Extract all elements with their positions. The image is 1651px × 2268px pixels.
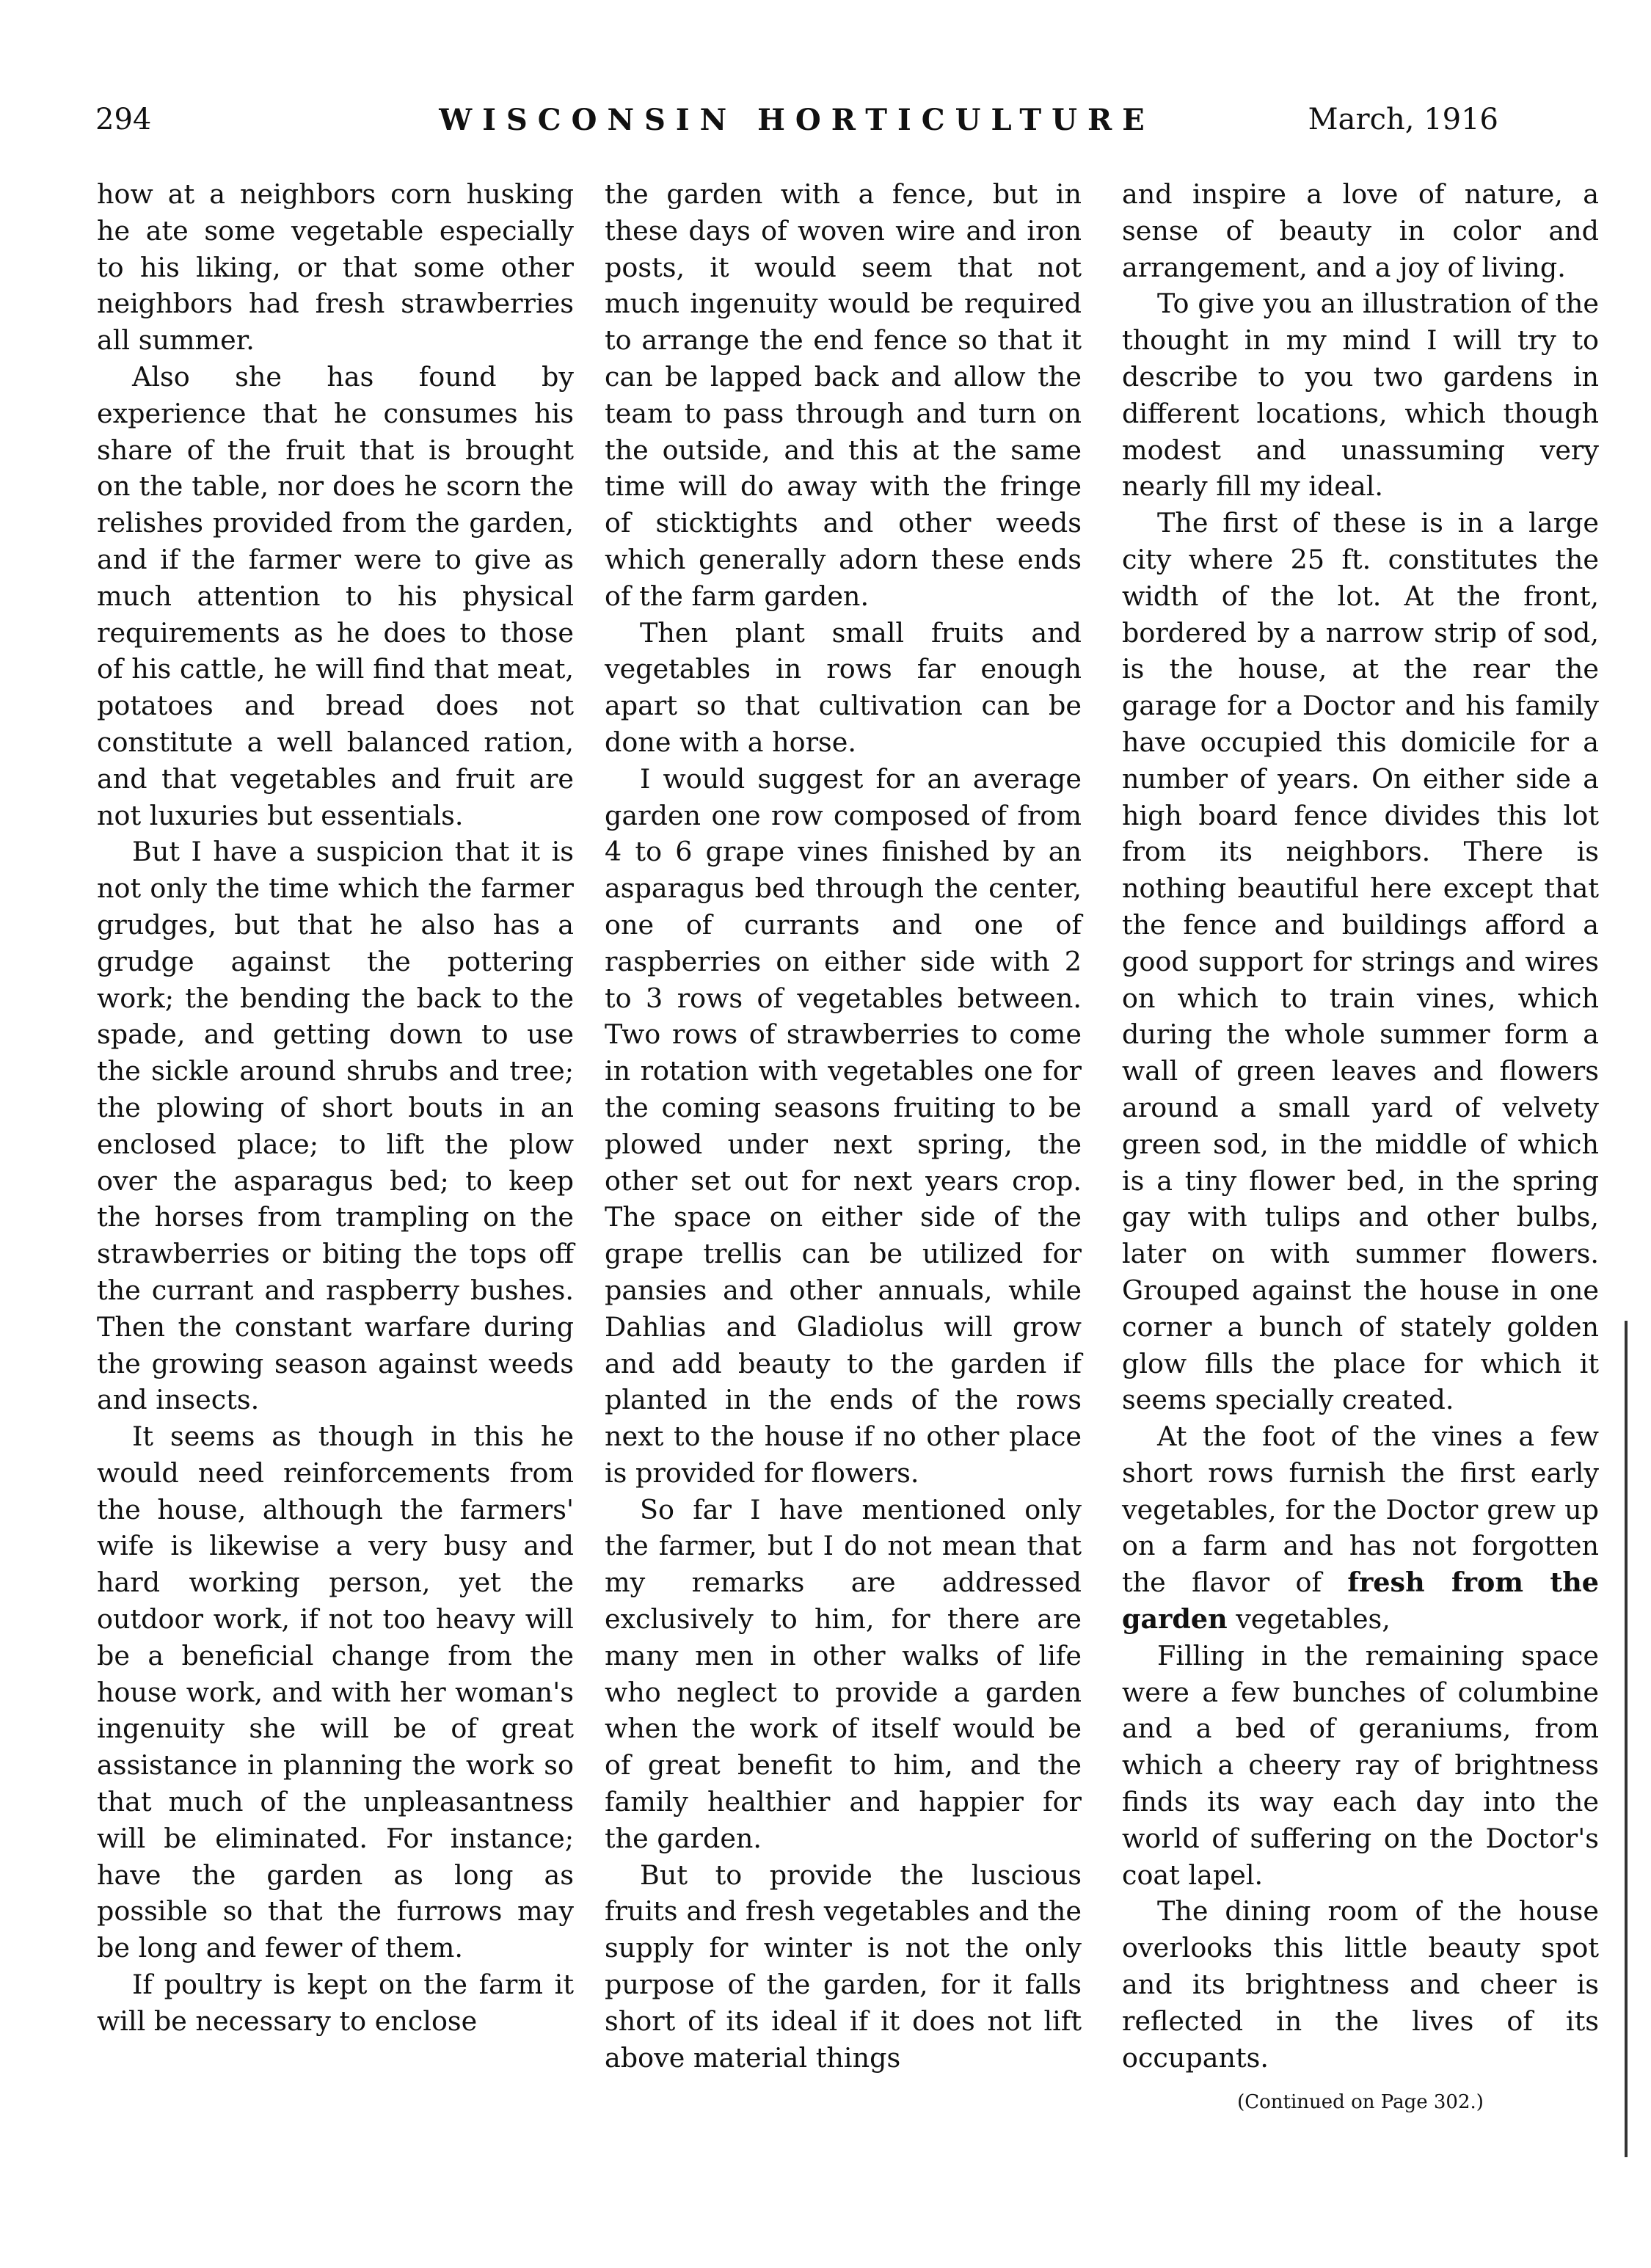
journal-title: WISCONSIN HORTICULTURE bbox=[439, 103, 1155, 137]
page-header bbox=[95, 103, 1498, 147]
paragraph: the garden with a fence, but in these days of woven wire and iron posts, it would seem that not much ingenuity would be required to arrange the end fence so that it can be lapped back and allow the team to pass through and turn on the outside, and this at the same time will do away with the fringe of sticktights and other weeds which generally adorn these ends of the farm garden. bbox=[605, 178, 1082, 612]
paragraph bbox=[1122, 1418, 1599, 1638]
paragraph: If poultry is kept on the farm it will be necessary to enclose bbox=[97, 1969, 574, 2037]
paragraph: The dining room of the house overlooks this little beauty spot and its brightness and cheer is reflected in the lives of its occupants. bbox=[1122, 1895, 1599, 2074]
paragraph: Then plant small fruits and vegetables in rows far enough apart so that cultivation can be done with a horse. bbox=[605, 616, 1082, 758]
paragraph: The first of these is in a large city where 25 ft. constitutes the width of the lot. At the front, bordered by a narrow strip of sod, is the house, at the rear the garage for a Doctor and his family have occupied this domicile for a number of years. On either side a high board fence divides this lot from its neighbors. There is nothing beautiful here except that the fence and buildings afford a good support for strings and wires on which to train vines, which during the whole summer form a wall of green leaves and flowers around a small yard of velvety green sod, in the middle of which is a tiny flower bed, in the spring gay with tulips and other bulbs, later on with summer flowers. Grouped against the house in one corner a bunch of stately golden glow fills the place for which it seems specially created. bbox=[1122, 507, 1599, 1416]
paragraph: It seems as though in this he would need reinforcements from the house, although the farmers' wife is likewise a very busy and hard working person, yet the outdoor work, if not too heavy will be a beneficial change from the house work, and with her woman's ingenuity she will be of great assistance in planning the work so that much of the unpleasantness will be eliminated. For instance; have the garden as long as possible so that the furrows may be long and fewer of them. bbox=[97, 1421, 574, 1964]
column-1 bbox=[97, 176, 574, 2040]
paragraph: how at a neighbors corn husking he ate some vegetable especially to his liking, or that some other neighbors had fresh strawberries all summer. bbox=[97, 178, 574, 357]
page-number: 294 bbox=[95, 103, 152, 136]
paragraph-text: vegetables, bbox=[1236, 1603, 1391, 1636]
paragraph: But I have a suspicion that it is not only the time which the farmer grudges, but that he also has a grudge against the pottering work; the bending the back to the spade, and getting down to use the sickle around shrubs and tree; the plowing of short bouts in an enclosed place; to lift the plow over the asparagus bed; to keep the horses from trampling on the strawberries or biting the tops off the currant and raspberry bushes. Then the constant warfare during the growing season against weeds and insects. bbox=[97, 836, 574, 1416]
paragraph: To give you an illustration of the thought in my mind I will try to describe to you two gardens in different locations, which though modest and unassuming very nearly fill my ideal. bbox=[1122, 288, 1599, 503]
paragraph: Also she has found by experience that he consumes his share of the fruit that is brought on the table, nor does he scorn the relishes provided from the garden, and if the farmer were to give as much attention to his physical requirements as he does to those of his cattle, he will find that meat, potatoes and bread does not constitute a well balanced ration, and that vegetables and fruit are not luxuries but essentials. bbox=[97, 360, 574, 831]
bold-phrase: fresh from the garden bbox=[1122, 1567, 1599, 1636]
continued-note: (Continued on Page 302.) bbox=[1237, 2091, 1484, 2114]
paragraph: I would suggest for an average garden one row composed of from 4 to 6 grape vines finished by an asparagus bed through the center, one of currants and one of raspberries on either side with 2 to 3 rows of vegetables between. Two rows of strawberries to come in rotation with vegetables one for the coming seasons fruiting to be plowed under next spring, the other set out for next years crop. The space on either side of the grape trellis can be utilized for pansies and other annuals, while Dahlias and Gladiolus will grow and add beauty to the garden if planted in the ends of the rows next to the house if no other place is provided for flowers. bbox=[605, 762, 1082, 1489]
paragraph-text: At the foot of the vines a few short rows furnish the first early vegetables, for the Doctor grew up on a farm and has not forgotten the flavor of bbox=[1122, 1421, 1599, 1599]
issue-date: March, 1916 bbox=[1308, 103, 1498, 136]
paragraph: But to provide the luscious fruits and fresh vegetables and the supply for winter is not the only purpose of the garden, for it falls short of its ideal if it does not lift above material things bbox=[605, 1859, 1082, 2074]
column-2 bbox=[605, 176, 1082, 2076]
paragraph: So far I have mentioned only the farmer, but I do not mean that my remarks are addressed exclusively to him, for there are many men in other walks of life who neglect to provide a garden when the work of itself would be of great benefit to him, and the family healthier and happier for the garden. bbox=[605, 1493, 1082, 1854]
column-3 bbox=[1122, 176, 1599, 2121]
column-rule bbox=[1625, 1321, 1628, 2157]
paragraph: Filling in the remaining space were a few bunches of columbine and a bed of geraniums, from which a cheery ray of brightness finds its way each day into the world of suffering on the Doctor's coat lapel. bbox=[1122, 1639, 1599, 1891]
paragraph: and inspire a love of nature, a sense of beauty in color and arrangement, and a joy of living. bbox=[1122, 178, 1599, 283]
